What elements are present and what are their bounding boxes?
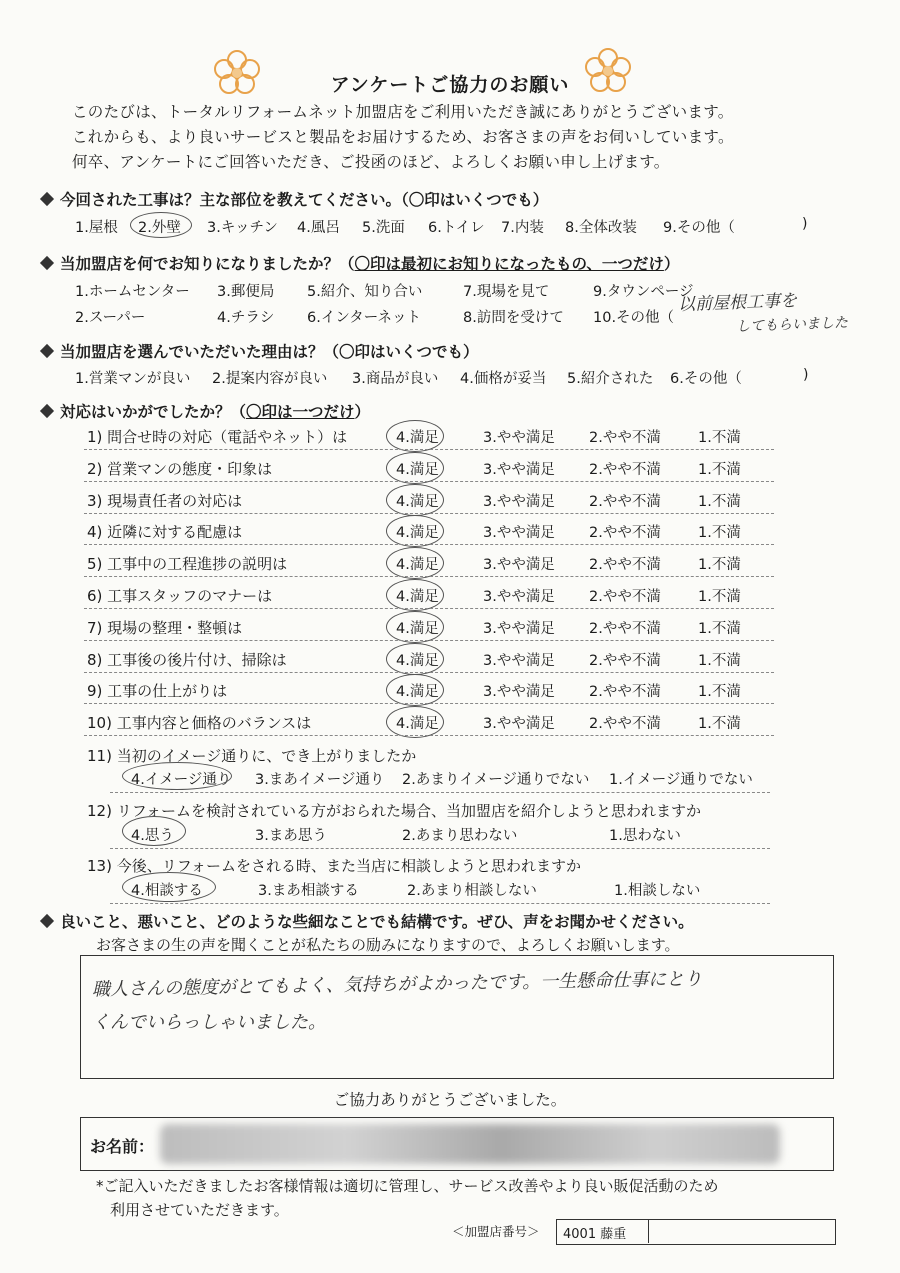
option-would-recommend[interactable]: 4.思う [131, 828, 174, 844]
selection-circle [122, 816, 186, 846]
rating-question: 9) 工事の仕上がりは [87, 682, 228, 700]
option-mostly-imagined[interactable]: 3.まあイメージ通り [255, 772, 385, 788]
question-how-known: 当加盟店を何でお知りになりましたか？（〇印は最初にお知りになったもの、一つだけ） [42, 252, 679, 274]
selection-circle [386, 420, 444, 452]
intro-line: 何卒、アンケートにご回答いただき、ご投函のほど、よろしくお願い申し上げます。 [72, 153, 670, 171]
divider-line [84, 608, 774, 609]
question-consult-again: 13) 今後、リフォームをされる時、また当店に相談しようと思われますか [87, 857, 581, 875]
option-referral[interactable]: 5.紹介、知り合い [307, 284, 423, 300]
rating-somewhat-satisfied[interactable]: 3.やや満足 [483, 684, 555, 700]
option-as-imagined[interactable]: 4.イメージ通り [131, 772, 232, 788]
rating-somewhat-dissatisfied[interactable]: 2.やや不満 [589, 653, 661, 669]
rating-dissatisfied[interactable]: 1.不満 [698, 462, 741, 478]
rating-somewhat-satisfied[interactable]: 3.やや満足 [483, 557, 555, 573]
option-probably-not-consult[interactable]: 2.あまり相談しない [407, 883, 537, 899]
option-proposal[interactable]: 2.提案内容が良い [212, 371, 328, 387]
diamond-bullet-icon [40, 914, 54, 928]
privacy-note: *ご記入いただきましたお客様情報は適切に管理し、サービス改善やより良い販促活動のため [96, 1177, 719, 1195]
rating-dissatisfied[interactable]: 1.不満 [698, 716, 741, 732]
selection-circle [122, 872, 216, 902]
rating-question: 10) 工事内容と価格のバランスは [87, 714, 312, 732]
rating-somewhat-satisfied[interactable]: 3.やや満足 [483, 494, 555, 510]
comments-subtext: お客さまの生の声を聞くことが私たちの励みになりますので、よろしくお願いします。 [96, 936, 680, 954]
dealer-code-divider [648, 1219, 649, 1243]
thanks-text: ご協力ありがとうございました。 [333, 1091, 567, 1109]
rating-somewhat-satisfied[interactable]: 3.やや満足 [483, 462, 555, 478]
rating-dissatisfied[interactable]: 1.不満 [698, 589, 741, 605]
rating-somewhat-dissatisfied[interactable]: 2.やや不満 [589, 716, 661, 732]
handwritten-other: してもらいました [735, 315, 849, 335]
rating-question: 5) 工事中の工程進捗の説明は [87, 555, 288, 573]
handwritten-comment: 職人さんの態度がとてもよく、気持ちがよかったです。一生懸命仕事にとり [91, 968, 703, 1001]
dealer-code-label: ＜加盟店番号＞ [452, 1224, 540, 1239]
option-not-quite-imagined[interactable]: 2.あまりイメージ通りでない [402, 772, 590, 788]
option-full-renovation[interactable]: 8.全体改装 [565, 220, 637, 236]
divider-line [84, 672, 774, 673]
divider-line [84, 640, 774, 641]
diamond-bullet-icon [40, 344, 54, 358]
rating-somewhat-dissatisfied[interactable]: 2.やや不満 [589, 557, 661, 573]
question-recommend: 12) リフォームを検討されている方がおられた場合、当加盟店を紹介しようと思われますか [87, 802, 701, 820]
option-flyer[interactable]: 4.チラシ [217, 310, 275, 326]
selection-circle [386, 547, 444, 579]
divider-line [84, 513, 774, 514]
rating-somewhat-satisfied[interactable]: 3.やや満足 [483, 716, 555, 732]
option-sales-rep[interactable]: 1.営業マンが良い [75, 371, 191, 387]
selection-circle [386, 706, 444, 738]
question-image-match: 11) 当初のイメージ通りに、でき上がりましたか [87, 747, 417, 765]
option-roof[interactable]: 1.屋根 [75, 220, 118, 236]
intro-line: このたびは、トータルリフォームネット加盟店をご利用いただき誠にありがとうございます。 [72, 103, 734, 121]
divider-line [84, 449, 774, 450]
divider-line [84, 481, 774, 482]
selection-circle [386, 515, 444, 547]
option-introduced[interactable]: 5.紹介された [567, 371, 654, 387]
option-not-recommend[interactable]: 1.思わない [609, 828, 681, 844]
rating-question: 2) 営業マンの態度・印象は [87, 460, 273, 478]
option-washroom[interactable]: 5.洗面 [362, 220, 405, 236]
option-post-office[interactable]: 3.郵便局 [217, 284, 275, 300]
rating-somewhat-dissatisfied[interactable]: 2.やや不満 [589, 684, 661, 700]
rating-dissatisfied[interactable]: 1.不満 [698, 621, 741, 637]
rating-somewhat-satisfied[interactable]: 3.やや満足 [483, 430, 555, 446]
option-price[interactable]: 4.価格が妥当 [460, 371, 547, 387]
selection-circle [122, 762, 232, 790]
page-title: アンケートご協力のお願い [330, 74, 570, 96]
rating-question: 3) 現場責任者の対応は [87, 492, 243, 510]
rating-somewhat-dissatisfied[interactable]: 2.やや不満 [589, 589, 661, 605]
rating-somewhat-satisfied[interactable]: 3.やや満足 [483, 525, 555, 541]
rating-satisfied[interactable]: 4.満足 [396, 430, 439, 446]
dealer-code-value: 4001 藤重 [563, 1227, 627, 1242]
option-product[interactable]: 3.商品が良い [352, 371, 439, 387]
option-not-imagined[interactable]: 1.イメージ通りでない [609, 772, 753, 788]
option-other-reason[interactable]: 6.その他（ [670, 371, 742, 387]
divider-line [110, 848, 770, 849]
option-probably-not-recommend[interactable]: 2.あまり思わない [402, 828, 518, 844]
rating-question: 8) 工事後の後片付け、掃除は [87, 651, 287, 669]
diamond-bullet-icon [40, 256, 54, 270]
rating-satisfied[interactable]: 4.満足 [396, 653, 439, 669]
bracket-close: ) [802, 216, 808, 232]
privacy-note: 利用させていただきます。 [110, 1201, 289, 1219]
name-label: お名前： [90, 1137, 155, 1156]
rating-somewhat-satisfied[interactable]: 3.やや満足 [483, 621, 555, 637]
intro-line: これからも、より良いサービスと製品をお届けするため、お客さまの声をお伺いしています。 [72, 128, 734, 146]
divider-line [84, 576, 774, 577]
option-saw-site[interactable]: 7.現場を見て [463, 284, 550, 300]
option-will-consult[interactable]: 4.相談する [131, 883, 203, 899]
redacted-name [160, 1124, 780, 1164]
rating-satisfied[interactable]: 4.満足 [396, 494, 439, 510]
option-internet[interactable]: 6.インターネット [307, 310, 422, 326]
rating-satisfied[interactable]: 4.満足 [396, 525, 439, 541]
divider-line [84, 735, 774, 736]
rating-dissatisfied[interactable]: 1.不満 [698, 525, 741, 541]
rating-dissatisfied[interactable]: 1.不満 [698, 684, 741, 700]
question-comments: 良いこと、悪いこと、どのような些細なことでも結構です。ぜひ、声をお聞かせください。 [42, 910, 694, 932]
selection-circle [386, 579, 444, 611]
rating-somewhat-dissatisfied[interactable]: 2.やや不満 [589, 525, 661, 541]
rating-dissatisfied[interactable]: 1.不満 [698, 557, 741, 573]
selection-circle [386, 643, 444, 675]
diamond-bullet-icon [40, 404, 54, 418]
rating-somewhat-dissatisfied[interactable]: 2.やや不満 [589, 430, 661, 446]
diamond-bullet-icon [40, 192, 54, 206]
rating-satisfied[interactable]: 4.満足 [396, 716, 439, 732]
question-service: 対応はいかがでしたか？（〇印は一つだけ） [42, 400, 370, 422]
option-maybe-recommend[interactable]: 3.まあ思う [255, 828, 327, 844]
divider-line [110, 792, 770, 793]
selection-circle [130, 212, 192, 238]
rating-satisfied[interactable]: 4.満足 [396, 557, 439, 573]
rating-somewhat-dissatisfied[interactable]: 2.やや不満 [589, 621, 661, 637]
rating-question: 7) 現場の整理・整頓は [87, 619, 243, 637]
rating-somewhat-satisfied[interactable]: 3.やや満足 [483, 589, 555, 605]
option-bath[interactable]: 4.風呂 [297, 220, 340, 236]
option-toilet[interactable]: 6.トイレ [428, 220, 485, 236]
rating-question: 4) 近隣に対する配慮は [87, 523, 243, 541]
rating-somewhat-dissatisfied[interactable]: 2.やや不満 [589, 462, 661, 478]
selection-circle [386, 452, 444, 484]
rating-satisfied[interactable]: 4.満足 [396, 462, 439, 478]
rating-dissatisfied[interactable]: 1.不満 [698, 430, 741, 446]
handwritten-comment: くんでいらっしゃいました。 [92, 1012, 326, 1033]
rating-satisfied[interactable]: 4.満足 [396, 589, 439, 605]
divider-line [84, 544, 774, 545]
question-work-type: 今回された工事は？主な部位を教えてください。（〇印はいくつでも） [42, 188, 548, 210]
rating-somewhat-dissatisfied[interactable]: 2.やや不満 [589, 494, 661, 510]
rating-somewhat-satisfied[interactable]: 3.やや満足 [483, 653, 555, 669]
rating-satisfied[interactable]: 4.満足 [396, 684, 439, 700]
divider-line [110, 903, 770, 904]
option-interior[interactable]: 7.内装 [501, 220, 544, 236]
option-kitchen[interactable]: 3.キッチン [207, 220, 278, 236]
option-other-source[interactable]: 10.その他（ [593, 310, 675, 326]
bracket-close: ) [803, 367, 809, 383]
rating-question: 6) 工事スタッフのマナーは [87, 587, 273, 605]
option-visit[interactable]: 8.訪問を受けて [463, 310, 564, 326]
option-supermarket[interactable]: 2.スーパー [75, 310, 146, 326]
question-reason: 当加盟店を選んでいただいた理由は？（〇印はいくつでも） [42, 340, 479, 362]
selection-circle [386, 484, 444, 516]
rating-question: 1) 問合せ時の対応（電話やネット）は [87, 428, 348, 446]
rating-satisfied[interactable]: 4.満足 [396, 621, 439, 637]
option-town-page[interactable]: 9.タウンページ [593, 284, 694, 300]
selection-circle [386, 611, 444, 643]
option-maybe-consult[interactable]: 3.まあ相談する [258, 883, 359, 899]
option-other[interactable]: 9.その他（ [663, 220, 735, 236]
selection-circle [386, 674, 444, 706]
option-not-consult[interactable]: 1.相談しない [614, 883, 701, 899]
option-exterior-wall[interactable]: 2.外壁 [138, 220, 181, 236]
rating-dissatisfied[interactable]: 1.不満 [698, 494, 741, 510]
option-home-center[interactable]: 1.ホームセンター [75, 284, 190, 300]
handwritten-other: 以前屋根工事を [677, 290, 798, 316]
divider-line [84, 703, 774, 704]
rating-dissatisfied[interactable]: 1.不満 [698, 653, 741, 669]
